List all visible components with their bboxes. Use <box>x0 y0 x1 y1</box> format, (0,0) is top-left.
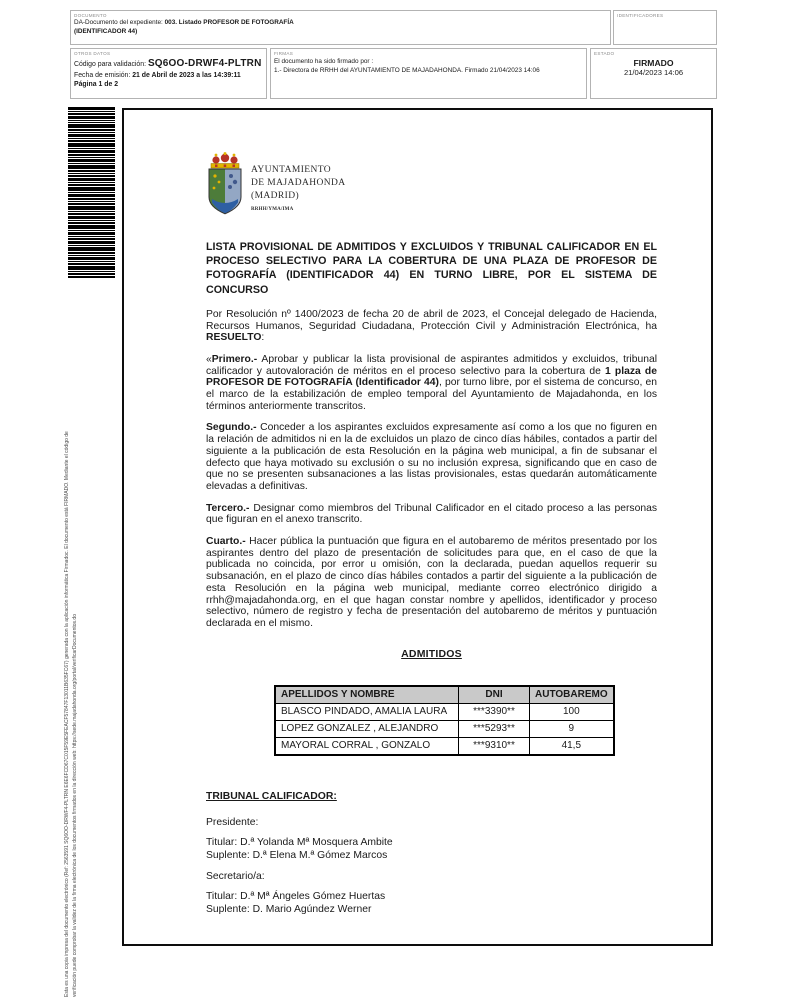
verification-line1: Esta es una copia impresa del documento electrónico (Ref: 2563591 SQ6OO-DRWF4-PLTRN E6E6FCD67C015F59E5FEACF57847F13011B635FC67) generada con la aplicación informática Firmadoc. El documento está FIRMADO. Mediante el código de <box>64 431 70 997</box>
verification-line2: verificación puede comprobar la validez de la firma electrónica de los documentos firmados en la dirección web: https://sede.majadahonda.org/portal/verificarDocumentos.do <box>72 614 78 997</box>
documento-box <box>70 10 611 45</box>
documento-bold: 003. Listado PROFESOR DE FOTOGRAFÍA (IDENTIFICADOR 44) <box>74 19 294 35</box>
codigo-value: SQ6OO-DRWF4-PLTRN <box>147 58 262 69</box>
pagina-indicator: Página 1 de 2 <box>74 80 119 88</box>
run: « <box>206 353 212 365</box>
paragraph-tercero <box>206 503 657 526</box>
cell-autobaremo: 41,5 <box>530 737 614 755</box>
cell-nombre: BLASCO PINDADO, AMALIA LAURA <box>275 703 459 720</box>
run: Por Resolución nº 1400/2023 de fecha 20 de abril de 2023, el Concejal delegado de Hacienda, Recursos Humanos, Seguridad Ciudadana, Protección Civil y Administración Electrónica, ha <box>206 308 657 332</box>
tribunal-titular: Titular: D.ª Mª Ángeles Gómez Huertas <box>206 891 386 903</box>
documento-label: DOCUMENTO <box>74 13 107 18</box>
identificadores-box <box>613 10 717 45</box>
identificadores-label: IDENTIFICADORES <box>617 13 664 18</box>
primero-label: Primero.- <box>211 353 258 365</box>
ayuntamiento-logo <box>206 152 657 216</box>
logo-line1: AYUNTAMIENTO <box>251 165 332 175</box>
tribunal-suplente: Suplente: D.ª Elena M.ª Gómez Marcos <box>206 849 388 861</box>
admitidos-heading: ADMITIDOS <box>401 647 462 660</box>
table-header-row <box>275 686 614 704</box>
cell-dni: ***9310** <box>459 737 530 755</box>
paragraph-cuarto <box>206 536 657 630</box>
run: Aprobar y publicar la lista provisional de aspirantes admitidos y excluidos, tribunal calificador y autovaloración de méritos en el proceso selectivo para la cobertura de <box>206 353 657 377</box>
firmas-line1: El documento ha sido firmado por : <box>274 58 374 65</box>
otros-datos-box <box>70 48 267 99</box>
coat-of-arms-icon <box>206 152 244 216</box>
firmas-line2: 1.- Directora de RRHH del AYUNTAMIENTO DE MAJADAHONDA. Firmado 21/04/2023 14:06 <box>274 67 540 75</box>
cuarto-label: Cuarto.- <box>206 536 246 548</box>
fecha-prefix: Fecha de emisión: <box>74 71 133 79</box>
plaza-bold: 1 plaza de PROFESOR DE FOTOGRAFÍA (Identificador 44) <box>206 365 657 389</box>
admitidos-table <box>274 685 615 756</box>
table-row <box>275 703 614 720</box>
estado-fecha: 21/04/2023 14:06 <box>623 68 684 77</box>
col-autobaremo: AUTOBAREMO <box>530 686 614 704</box>
run: Hacer pública la puntuación que figura en el autobaremo de méritos presentado por los aspirantes dentro del plazo de presentación de solicitudes para que, en el caso de que la publicada no coincida, por error u omisión, con la declarada, puedan aquellos requerir su subsanación, en el plazo de cinco días hábiles contados a partir del siguiente a la publicación de esta Resolución en la página web municipal, mediante correo electrónico dirigido a rrhh@majadahonda.org, en el que hagan constar nombre y apellidos, identificador y proceso selectivo, número de registro y fecha de presentación del autobaremo de méritos y puntuación declarada en el mismo. <box>206 536 657 629</box>
tribunal-role-secretario: Secretario/a: <box>206 871 265 883</box>
cell-autobaremo: 100 <box>530 703 614 720</box>
tribunal-members-secretario <box>206 890 657 916</box>
cell-nombre: MAYORAL CORRAL , GONZALO <box>275 737 459 755</box>
estado-value: FIRMADO <box>633 58 674 68</box>
fecha-value: 21 de Abril de 2023 a las 14:39:11 <box>132 71 241 79</box>
estado-label: ESTADO <box>594 51 615 56</box>
tribunal-heading: TRIBUNAL CALIFICADOR: <box>206 790 337 802</box>
cell-dni: ***5293** <box>459 720 530 737</box>
tribunal-members-presidente <box>206 836 657 862</box>
resuelto-bold: RESUELTO <box>206 332 262 344</box>
tribunal-role-presidente: Presidente: <box>206 816 259 828</box>
logo-line2: DE MAJADAHONDA <box>251 178 346 188</box>
fecha-emision <box>71 71 266 80</box>
run: , por turno libre, por el sistema de concurso, en el marco de la estabilización de empleo temporal del Ayuntamiento de Majadahonda, en los términos anteriormente transcritos. <box>206 377 657 412</box>
cell-dni: ***3390** <box>459 703 530 720</box>
firmas-label: FIRMAS <box>274 51 294 56</box>
logo-reference: RRHH/YMA/IMA <box>251 207 294 212</box>
paragraph-segundo <box>206 422 657 492</box>
verification-sidenote <box>63 329 79 997</box>
col-dni: DNI <box>459 686 530 704</box>
document-title: LISTA PROVISIONAL DE ADMITIDOS Y EXCLUIDOS Y TRIBUNAL CALIFICADOR EN EL PROCESO SELECTIVO PARA LA COBERTURA DE UNA PLAZA DE PROFESOR DE FOTOGRAFÍA (IDENTIFICADOR 44) EN TURNO LIBRE, POR EL SISTEMA DE CONCURSO <box>206 241 657 296</box>
documento-value <box>71 19 322 37</box>
run: Conceder a los aspirantes excluidos expresamente así como a los que no figuren en la relación de admitidos ni en la de excluidos un plazo de cinco días hábiles, contados a partir del siguiente a la publicación de esta Resolución en la página web municipal, a fin de subsanar el defecto que haya motivado su exclusión o su no inclusión expresa, significando que en caso de que no se presenten subsanaciones a las listas provisionales, estas quedarán automáticamente elevadas a definitivas. <box>206 422 657 492</box>
cell-nombre: LOPEZ GONZALEZ , ALEJANDRO <box>275 720 459 737</box>
table-row <box>275 720 614 737</box>
estado-box <box>590 48 717 99</box>
tribunal-titular: Titular: D.ª Yolanda Mª Mosquera Ambite <box>206 836 393 848</box>
document-body <box>122 108 713 946</box>
firmas-box <box>270 48 587 99</box>
tercero-label: Tercero.- <box>206 502 250 514</box>
col-apellidos: APELLIDOS Y NOMBRE <box>275 686 459 704</box>
run: Designar como miembros del Tribunal Calificador en el citado proceso a las personas que figuran en el anexo transcrito. <box>206 502 657 526</box>
documento-prefix: DA-Documento del expediente: <box>74 19 165 26</box>
logo-text <box>251 152 346 216</box>
paragraph-primero <box>206 354 657 413</box>
segundo-label: Segundo.- <box>206 422 257 434</box>
cell-autobaremo: 9 <box>530 720 614 737</box>
barcode <box>68 107 115 278</box>
tribunal-suplente: Suplente: D. Mario Agúndez Werner <box>206 904 372 916</box>
paragraph-resolucion <box>206 309 657 344</box>
run: : <box>261 332 265 344</box>
logo-line3: (MADRID) <box>251 191 300 201</box>
codigo-prefix: Código para validación: <box>74 61 148 68</box>
codigo-validacion <box>71 57 266 71</box>
table-row <box>275 737 614 755</box>
otros-datos-label: OTROS DATOS <box>74 51 111 56</box>
